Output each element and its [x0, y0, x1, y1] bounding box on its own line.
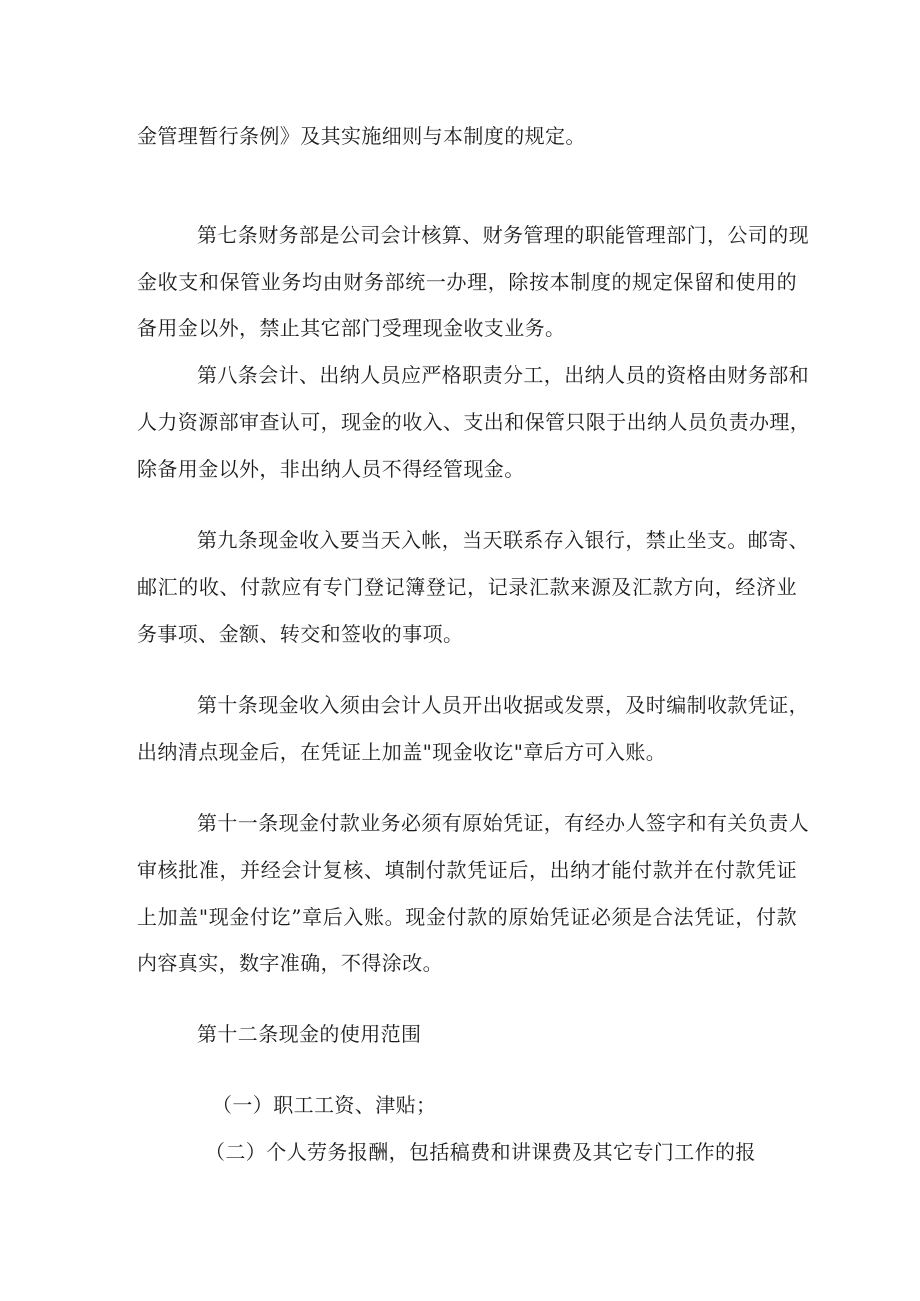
- article-10-line: 第十条现金收入须由会计人员开出收据或发票，及时编制收款凭证，: [197, 693, 809, 717]
- text-line: 务事项、金额、转交和签收的事项。: [137, 622, 464, 646]
- text-line: 上加盖"现金付讫”章后入账。现金付款的原始凭证必须是合法凭证，付款: [137, 905, 797, 929]
- text-line: 金收支和保管业务均由财务部统一办理，除按本制度的规定保留和使用的: [137, 270, 797, 294]
- text-line: 人力资源部审查认可，现金的收入、支出和保管只限于出纳人员负责办理，: [137, 410, 811, 434]
- text-line: 除备用金以外，非出纳人员不得经管现金。: [137, 457, 525, 481]
- text-line: 审核批准，并经会计复核、填制付款凭证后，出纳才能付款并在付款凭证: [137, 858, 797, 882]
- text-line: 备用金以外，禁止其它部门受理现金收支业务。: [137, 316, 566, 340]
- list-item: （一）职工工资、津贴；: [212, 1093, 437, 1117]
- article-7-line: 第七条财务部是公司会计核算、财务管理的职能管理部门，公司的现: [197, 223, 809, 247]
- article-9-line: 第九条现金收入要当天入帐，当天联系存入银行，禁止坐支。邮寄、: [197, 528, 809, 552]
- article-11-line: 第十一条现金付款业务必须有原始凭证，有经办人签字和有关负责人: [197, 811, 809, 835]
- text-line: 金管理暂行条例》及其实施细则与本制度的规定。: [137, 124, 586, 148]
- article-8-line: 第八条会计、出纳人员应严格职责分工，出纳人员的资格由财务部和: [197, 363, 809, 387]
- article-12-heading: 第十二条现金的使用范围: [197, 1022, 422, 1046]
- text-line: 出纳清点现金后，在凭证上加盖"现金收讫"章后方可入账。: [137, 740, 667, 764]
- text-line: 内容真实，数字准确，不得涂改。: [137, 951, 443, 975]
- text-line: 邮汇的收、付款应有专门登记簿登记，记录汇款来源及汇款方向，经济业: [137, 575, 797, 599]
- list-item: （二）个人劳务报酬，包括稿费和讲课费及其它专门工作的报: [205, 1140, 756, 1164]
